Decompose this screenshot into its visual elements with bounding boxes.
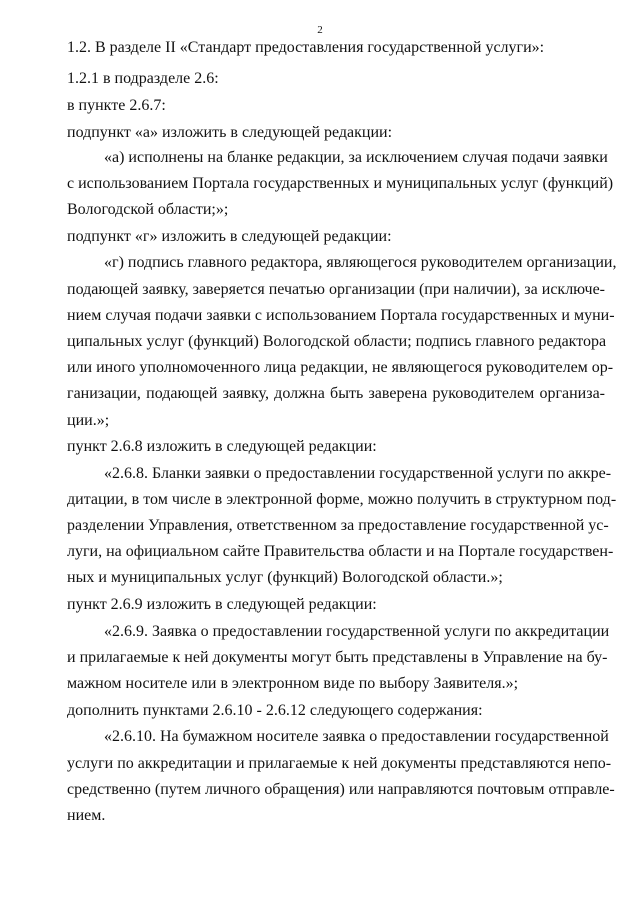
paragraph-line: ных и муниципальных услуг (функций) Вологодской области.»; bbox=[67, 569, 503, 586]
paragraph-line: 1.2. В разделе II «Стандарт предоставления государственной услуги»: bbox=[67, 39, 545, 56]
paragraph-line: нием случая подачи заявки с использованием Портала государственных и муни- bbox=[67, 307, 615, 324]
paragraph-line: услуги по аккредитации и прилагаемые к ней документы представляются непо- bbox=[67, 755, 612, 772]
paragraph-line: с использованием Портала государственных и муниципальных услуг (функций) bbox=[67, 175, 614, 192]
paragraph-line: ганизации, подающей заявку, должна быть заверена руководителем организа- bbox=[67, 385, 605, 402]
paragraph-line: луги, на официальном сайте Правительства области и на Портале государствен- bbox=[67, 543, 614, 560]
paragraph-line: «2.6.8. Бланки заявки о предоставлении государственной услуги по аккре- bbox=[104, 465, 612, 482]
paragraph-line: «2.6.9. Заявка о предоставлении государственной услуги по аккредитации bbox=[104, 623, 610, 640]
paragraph-line: нием. bbox=[67, 807, 106, 824]
paragraph-line: и прилагаемые к ней документы могут быть представлены в Управление на бу- bbox=[67, 649, 608, 666]
paragraph-line: или иного уполномоченного лица редакции, не являющегося руководителем ор- bbox=[67, 359, 614, 376]
paragraph-line: средственно (путем личного обращения) или направляются почтовым отправле- bbox=[67, 781, 615, 798]
page-number: 2 bbox=[317, 24, 323, 36]
paragraph-line: дитации, в том числе в электронной форме, можно получить в структурном под- bbox=[67, 491, 617, 508]
paragraph-line: дополнить пунктами 2.6.10 - 2.6.12 следующего содержания: bbox=[67, 702, 483, 719]
paragraph-line: 1.2.1 в подразделе 2.6: bbox=[67, 70, 219, 87]
paragraph-line: пункт 2.6.8 изложить в следующей редакции: bbox=[67, 438, 377, 455]
paragraph-line: разделении Управления, ответственном за предоставление государственной ус- bbox=[67, 517, 609, 534]
paragraph-line: пункт 2.6.9 изложить в следующей редакции: bbox=[67, 596, 377, 613]
paragraph-line: мажном носителе или в электронном виде по выбору Заявителя.»; bbox=[67, 675, 519, 692]
paragraph-line: в пункте 2.6.7: bbox=[67, 97, 166, 114]
paragraph-line: Вологодской области;»; bbox=[67, 201, 229, 218]
paragraph-line: ции.»; bbox=[67, 412, 110, 429]
paragraph-line: «г) подпись главного редактора, являющегося руководителем организации, bbox=[104, 254, 617, 271]
paragraph-line: ципальных услуг (функций) Вологодской области; подпись главного редактора bbox=[67, 333, 607, 350]
paragraph-line: подпункт «г» изложить в следующей редакции: bbox=[67, 228, 392, 245]
paragraph-line: подающей заявку, заверяется печатью организации (при наличии), за исключе- bbox=[67, 281, 605, 298]
paragraph-line: подпункт «а» изложить в следующей редакции: bbox=[67, 124, 393, 141]
paragraph-line: «а) исполнены на бланке редакции, за исключением случая подачи заявки bbox=[104, 149, 608, 166]
paragraph-line: «2.6.10. На бумажном носителе заявка о предоставлении государственной bbox=[104, 728, 609, 745]
